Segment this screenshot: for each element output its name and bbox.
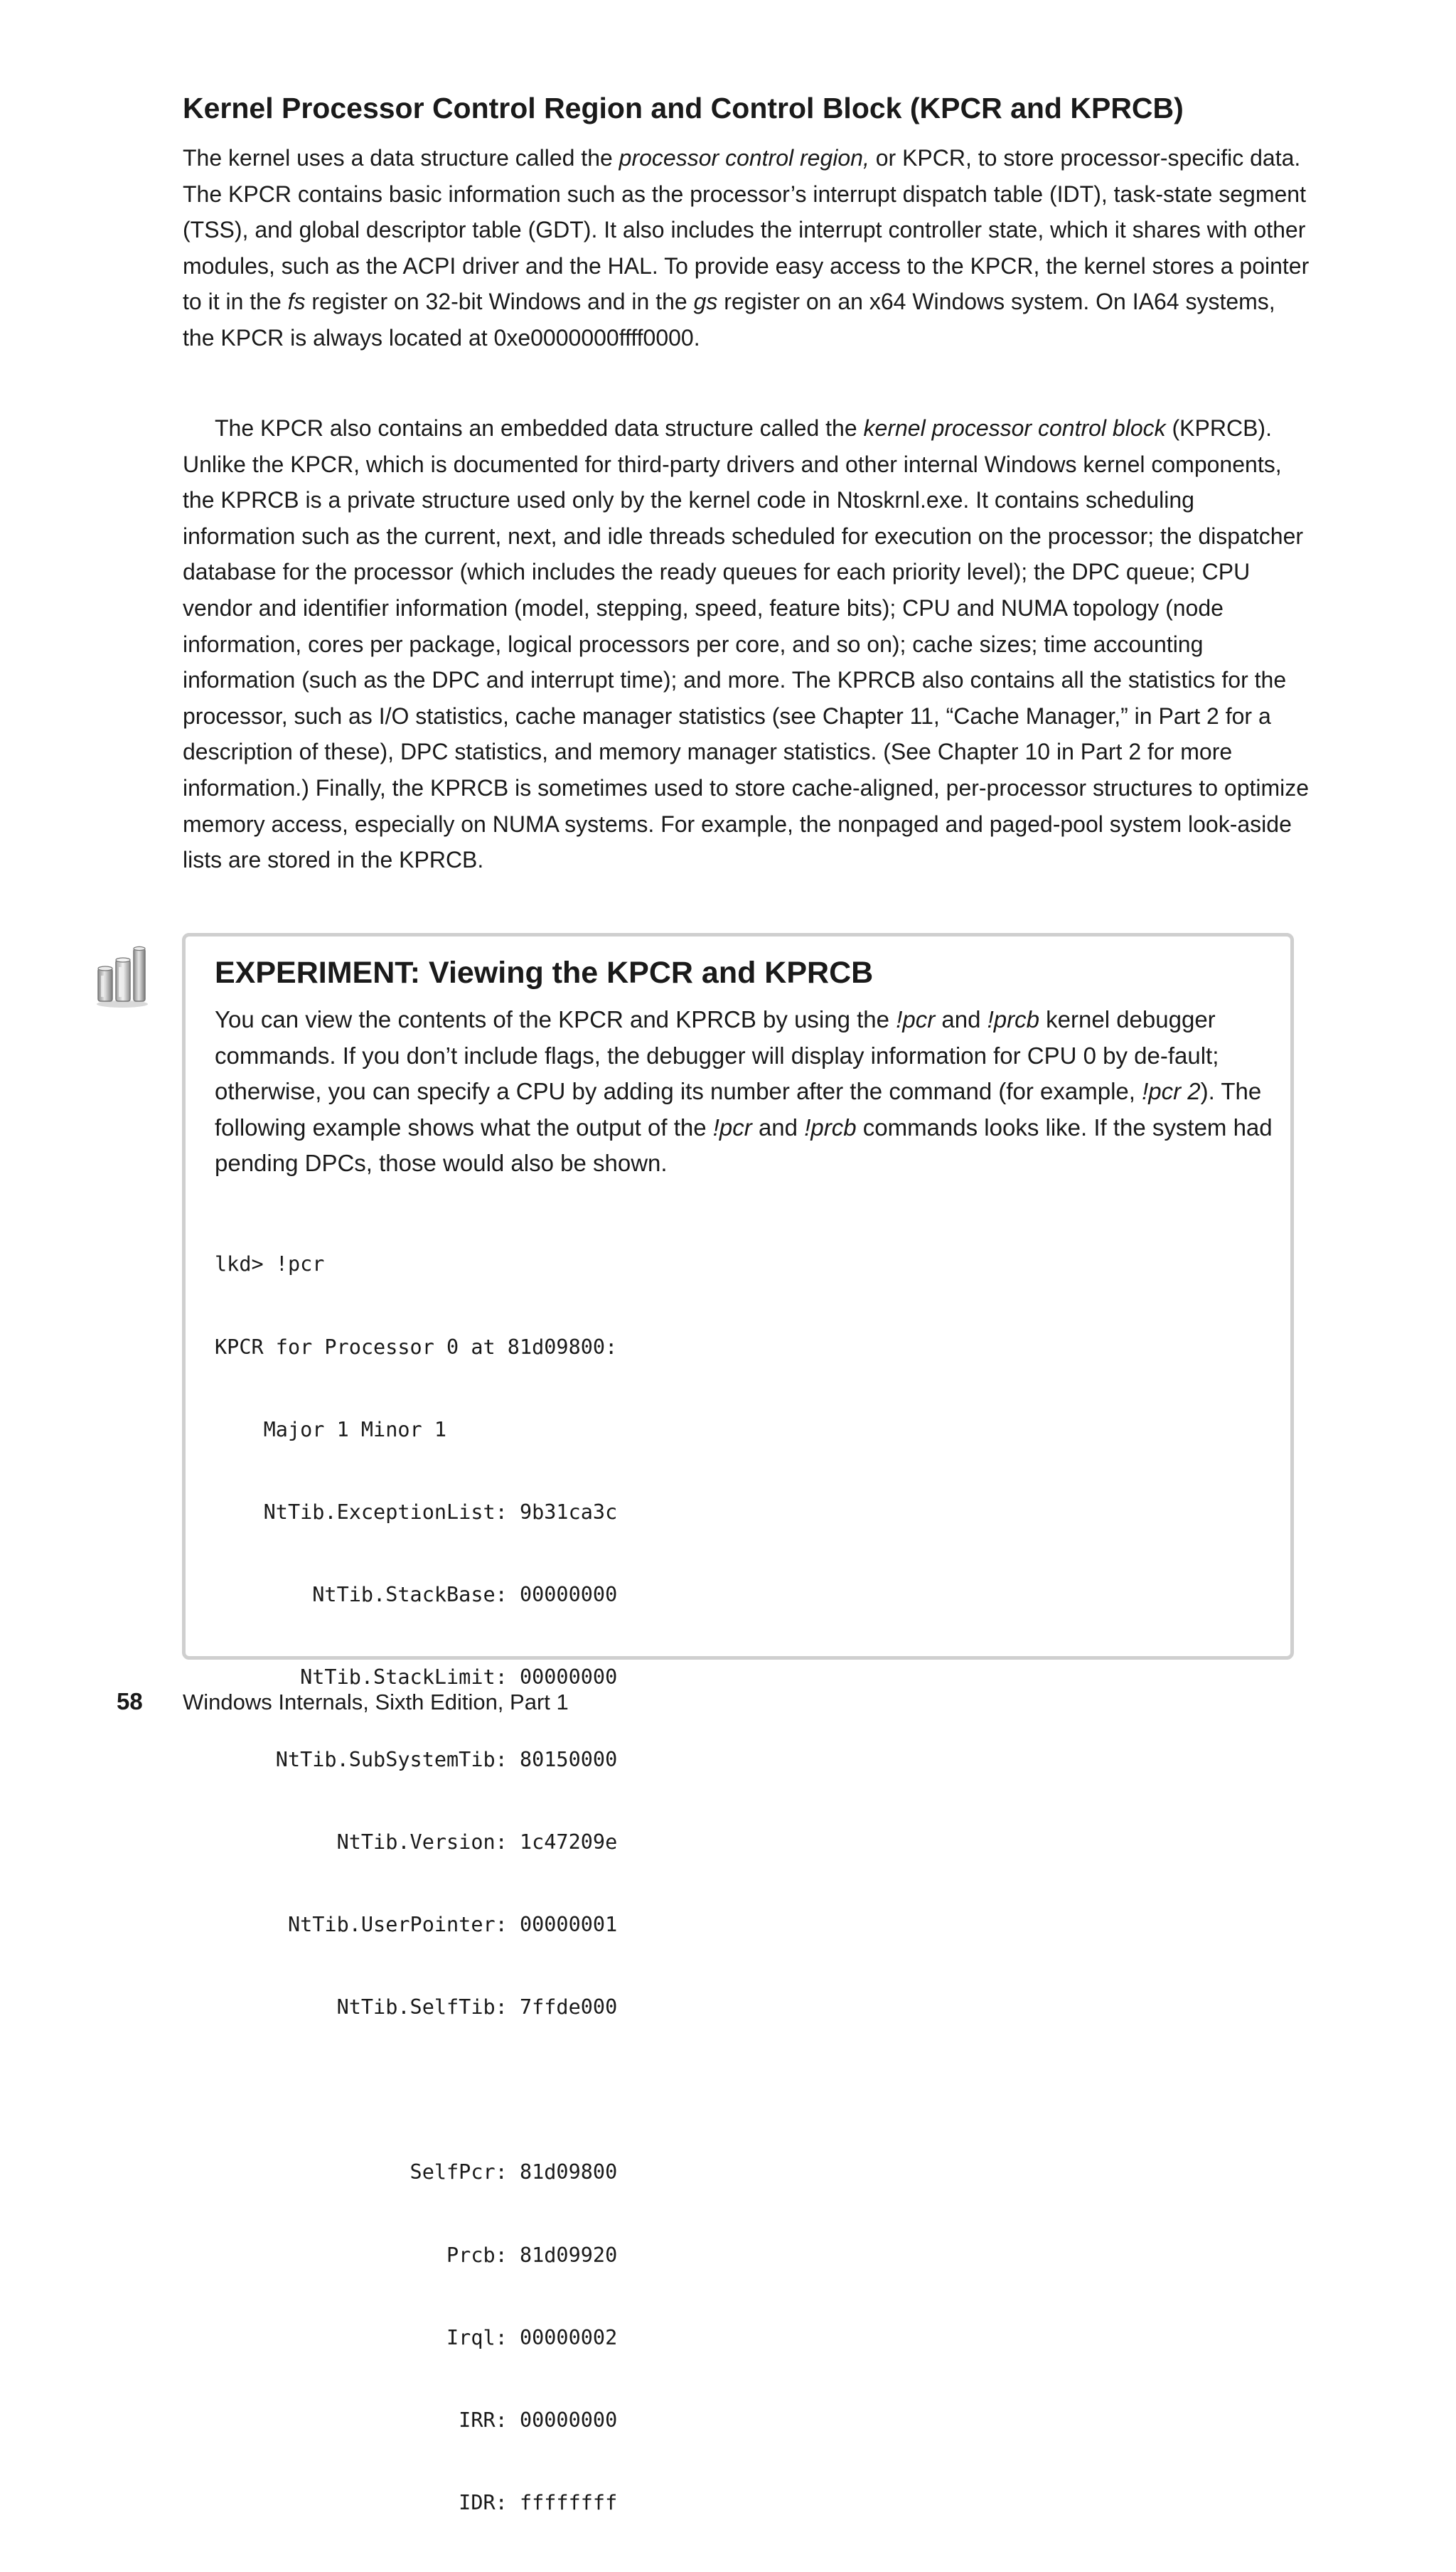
debugger-output <box>215 1196 1267 2572</box>
code-line: NtTib.SubSystemTib: 80150000 <box>215 1747 618 1771</box>
command-prcb: !prcb <box>987 1006 1039 1032</box>
term-gs: gs <box>693 289 718 315</box>
experiment-title: EXPERIMENT: Viewing the KPCR and KPRCB <box>215 956 874 990</box>
term-processor-control-region: processor control region, <box>619 145 869 171</box>
code-line: lkd> !pcr <box>215 1252 325 1276</box>
code-line: IDR: ffffffff <box>215 2490 618 2514</box>
experiment-beakers-icon <box>92 944 152 1010</box>
command-pcr-2: !pcr 2 <box>1142 1078 1201 1105</box>
code-line <box>215 2076 1267 2104</box>
command-prcb: !prcb <box>804 1114 857 1141</box>
term-fs: fs <box>287 289 306 315</box>
code-line: NtTib.ExceptionList: 9b31ca3c <box>215 1500 618 1524</box>
code-line: IRR: 00000000 <box>215 2408 618 2432</box>
code-line: NtTib.StackLimit: 00000000 <box>215 1665 618 1689</box>
paragraph-kprcb: The KPCR also contains an embedded data structure called the kernel processor control block (KPRCB). Unlike the KPCR, which is documented for third-party drivers and other internal Windows kernel components, the KPRCB is a private structure used only by the kernel code in Ntoskrnl.exe. It contains scheduling information such as the current, next, and idle threads scheduled for execution on the processor; the dispatcher database for the processor (which includes the ready queues for each priority level); the DPC queue; CPU vendor and identifier information (model, stepping, speed, feature bits); CPU and NUMA topology (node information, cores per package, logical processors per core, and so on); cache sizes; time accounting information (such as the DPC and interrupt time); and more. The KPRCB also contains all the statistics for the processor, such as I/O statistics, cache manager statistics (see Chapter 11, “Cache Manager,” in Part 2 for a description of these), DPC statistics, and memory manager statistics. (See Chapter 10 in Part 2 for more information.) Finally, the KPRCB is sometimes used to store cache-aligned, per-processor structures to optimize memory access, especially on NUMA systems. For example, the nonpaged and paged-pool system look-aside lists are stored in the KPRCB. <box>183 415 1310 873</box>
code-line: NtTib.StackBase: 00000000 <box>215 1582 618 1606</box>
code-line: NtTib.UserPointer: 00000001 <box>215 1913 618 1937</box>
code-line: Irql: 00000002 <box>215 2325 618 2349</box>
term-kernel-processor-control-block: kernel processor control block <box>863 415 1166 441</box>
running-footer-title: Windows Internals, Sixth Edition, Part 1 <box>183 1690 569 1714</box>
command-pcr: !pcr <box>896 1006 936 1032</box>
code-line: SelfPcr: 81d09800 <box>215 2160 618 2184</box>
paragraph-kpcr: The kernel uses a data structure called the processor control region, or KPCR, to store processor-specific data. The KPCR contains basic information such as the processor’s interrupt dispatch table (IDT), task-state segment (TSS), and global descriptor table (GDT). It also includes the interrupt controller state, which it shares with other modules, such as the ACPI driver and the HAL. To provide easy access to the KPCR, the kernel stores a pointer to it in the fs register on 32-bit Windows and in the gs register on an x64 Windows system. On IA64 systems, the KPCR is always located at 0xe0000000ffff0000. <box>183 145 1310 351</box>
experiment-description: You can view the contents of the KPCR and KPRCB by using the !pcr and !prcb kernel debugger commands. If you don’t include flags, the debugger will display information for CPU 0 by de-fault; otherwise, you can specify a CPU by adding its number after the command (for example, !pcr 2). The following example shows what the output of the !pcr and !prcb commands looks like. If the system had pending DPCs, those would also be shown. <box>215 1006 1273 1177</box>
code-line: NtTib.Version: 1c47209e <box>215 1830 618 1855</box>
section-heading: Kernel Processor Control Region and Control Block (KPCR and KPRCB) <box>183 92 1184 124</box>
code-line: Prcb: 81d09920 <box>215 2243 618 2267</box>
code-line: KPCR for Processor 0 at 81d09800: <box>215 1335 618 1359</box>
command-pcr: !pcr <box>712 1114 752 1141</box>
code-line: Major 1 Minor 1 <box>215 1417 447 1441</box>
code-line: NtTib.SelfTib: 7ffde000 <box>215 1995 618 2019</box>
page-number: 58 <box>117 1688 143 1714</box>
